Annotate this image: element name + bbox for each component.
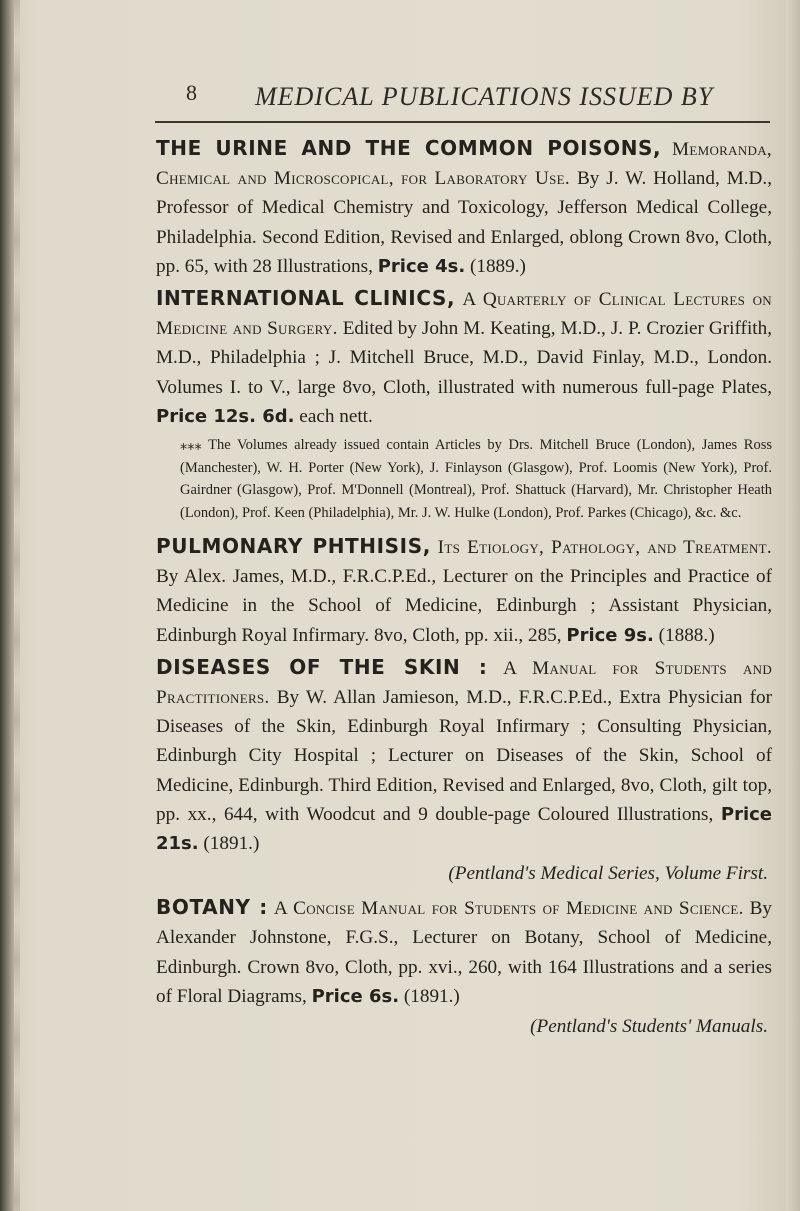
entry-subtitle: A Manual for Students and Practitioners. <box>156 657 773 709</box>
entry-text: By J. W. Holland, M.D., Professor of Medical Chemistry and Toxicology, Jefferson Medical College, Philadelphia. Second Edition, Revised and Enlarged, oblong Crown 8vo, Cloth, pp. 65, with 28 Illustrations, <box>156 168 773 277</box>
running-title-text: MEDICAL PUBLICATIONS ISSUED BY <box>255 82 714 111</box>
entry-title: BOTANY : <box>156 895 268 920</box>
entry-subtitle: A Quarterly of Clinical Lectures on Medicine and Surgery. <box>156 289 772 340</box>
entry-urine-poisons <box>156 134 772 281</box>
entry-text: Edited by John M. Keating, M.D., J. P. Crozier Griffith, M.D., Philadelphia ; J. Mitchell Bruce, M.D., David Finlay, M.D., London. Volumes I. to V., large 8vo, Cloth, illustrated with numerous full-page Plates, <box>156 318 772 398</box>
entry-title: THE URINE AND THE COMMON POISONS, <box>156 136 662 160</box>
entry-date: (1891.) <box>403 985 460 1007</box>
entry-diseases-skin <box>156 653 772 858</box>
entry-title: DISEASES OF THE SKIN : <box>156 654 488 679</box>
entry-after-price: each nett. <box>299 405 373 427</box>
entry-price: Price 4s. <box>377 255 466 277</box>
entry-subtitle: Its Etiology, Pathology, and Treatment. <box>437 537 773 559</box>
entry-date: (1888.) <box>658 624 715 646</box>
entry-text: By Alexander Johnstone, F.G.S., Lecturer on Botany, School of Medicine, Edinburgh. Crown 8vo, Cloth, pp. xvi., 260, with 164 Illustrations and a series of Floral Diagrams, <box>156 898 773 1007</box>
running-title <box>185 82 775 112</box>
entry-title: INTERNATIONAL CLINICS, <box>156 286 456 311</box>
entry-price: Price 6s. <box>311 985 400 1007</box>
book-binding-shadow <box>0 0 14 1211</box>
page-right-edge <box>786 0 800 1211</box>
page-number: 8 <box>186 80 197 105</box>
entry-price: Price 21s. <box>156 803 773 855</box>
entry-pulmonary-phthisis <box>156 532 772 650</box>
entry-subtitle: Memoranda, Chemical and Microscopical, for Laboratory Use. <box>156 139 773 190</box>
entry-series: (Pentland's Medical Series, Volume First. <box>448 863 768 885</box>
page-edge-shadow <box>14 0 20 1211</box>
header-rule <box>155 121 770 123</box>
entry-text: By W. Allan Jamieson, M.D., F.R.C.P.Ed., Extra Physician for Diseases of the Skin, Edinburgh Royal Infirmary ; Consulting Physician, Edinburgh City Hospital ; Lecturer on Diseases of the Skin, School of Medicine, Edinburgh. Third Edition, Revised and Enlarged, 8vo, Cloth, gilt top, pp. xx., 644, with Woodcut and 9 double-page Coloured Illustrations, <box>156 687 772 825</box>
entry-title: PULMONARY PHTHISIS, <box>156 534 431 559</box>
entry-text: By Alex. James, M.D., F.R.C.P.Ed., Lecturer on the Principles and Practice of Medicine in the School of Medicine, Edinburgh ; Assistant Physician, Edinburgh Royal Infirmary. 8vo, Cloth, pp. xii., 285, <box>156 566 772 646</box>
entry-price: Price 12s. 6d. <box>156 405 295 427</box>
entry-botany <box>156 893 772 1011</box>
entry-note: ⁎⁎⁎ The Volumes already issued contain Articles by Drs. Mitchell Bruce (London), James Ross (Manchester), W. H. Porter (New York), J. Finlayson (Glasgow), Prof. Loomis (New York), Prof. Gairdner (Glasgow), Prof. M'Donnell (Montreal), Prof. Shattuck (Harvard), Mr. Christopher Heath (London), Prof. Keen (Philadelphia), Mr. J. W. Hulke (London), Prof. Parkes (Chicago), &c. &c. <box>180 437 772 521</box>
entry-international-clinics <box>156 284 772 431</box>
publication-list <box>156 134 772 1040</box>
entry-price: Price 9s. <box>566 624 654 646</box>
entry-date: (1891.) <box>203 833 260 855</box>
entry-series: (Pentland's Students' Manuals. <box>530 1016 768 1038</box>
entry-subtitle: A Concise Manual for Students of Medicine and Science. <box>273 898 744 920</box>
entry-date: (1889.) <box>469 255 526 277</box>
